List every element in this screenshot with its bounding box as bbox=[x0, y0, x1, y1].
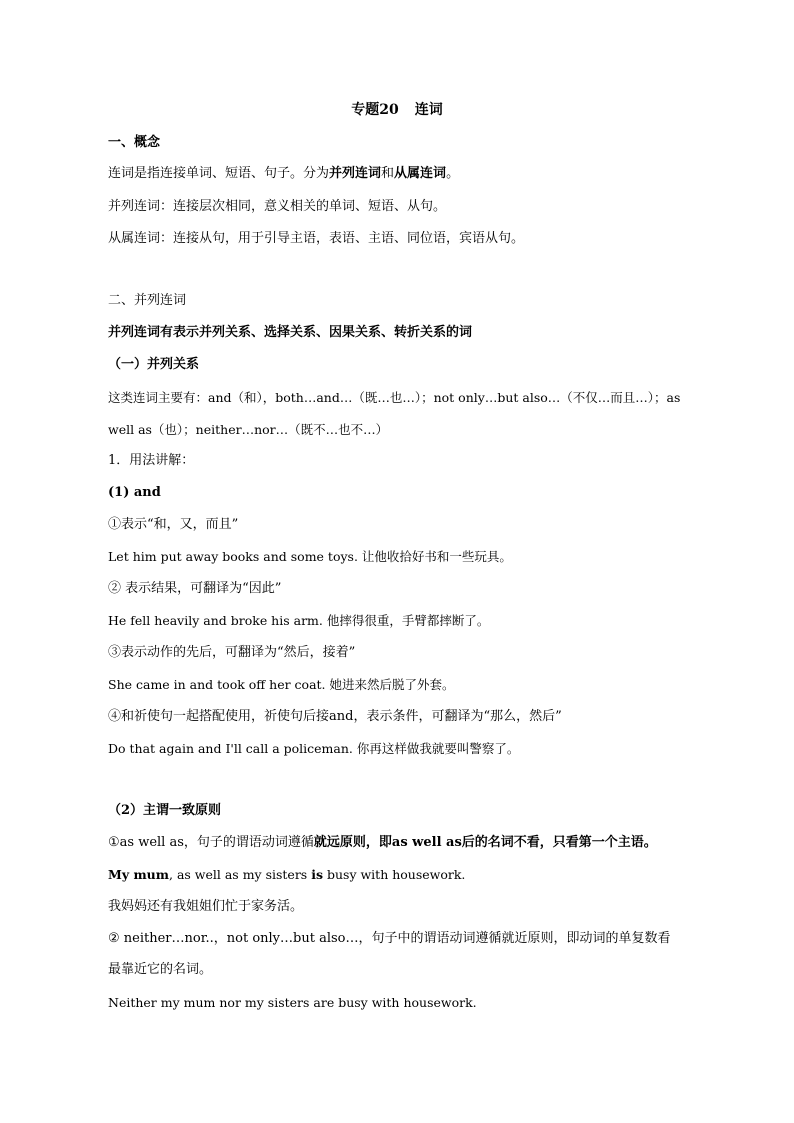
and-example-1: Let him put away books and some toys. 让他收拾好书和一些玩具。 bbox=[108, 549, 512, 564]
and-heading: (1) and bbox=[108, 485, 161, 500]
agreement-example-2: Neither my mum nor my sisters are busy with housework. bbox=[108, 995, 477, 1010]
section-1-heading: 一、概念 bbox=[108, 135, 161, 150]
text: 连词是指连接单词、短语、句子。分为 bbox=[108, 166, 330, 181]
subordinating-conjunction-term: 从属连词 bbox=[394, 166, 447, 181]
and-meaning-1: ①表示“和，又，而且” bbox=[108, 517, 239, 532]
agreement-rule-2-line-2: 最靠近它的名词。 bbox=[108, 962, 213, 977]
and-example-3: She came in and took off her coat. 她进来然后脱了外套。 bbox=[108, 677, 455, 692]
title-word: 连词 bbox=[414, 102, 443, 118]
usage-heading: 1．用法讲解： bbox=[108, 453, 195, 468]
title-number: 专题20 bbox=[351, 102, 399, 118]
agreement-example-1-translation: 我妈妈还有我姐姐们忙于家务活。 bbox=[108, 899, 304, 914]
section-1-paragraph-2: 并列连词：连接层次相同，意义相关的单词、短语、从句。 bbox=[108, 199, 447, 214]
agreement-rule-2-line-1: ② neither…nor..，not only…but also…，句子中的谓语动词遵循就近原则，即动词的单复数看 bbox=[108, 931, 671, 946]
and-meaning-3: ③表示动作的先后，可翻译为“然后，接着” bbox=[108, 645, 356, 660]
section-1-paragraph-1 bbox=[108, 166, 459, 182]
agreement-example-1 bbox=[108, 867, 465, 883]
verb-emphasis: is bbox=[311, 867, 323, 882]
emphasis-text: 就远原则，即as well as后的名词不看，只看第一个主语。 bbox=[313, 835, 657, 850]
section-2-intro: 并列连词有表示并列关系、选择关系、因果关系、转折关系的词 bbox=[108, 325, 473, 340]
conjunction-list-line-1: 这类连词主要有：and（和），both…and…（既…也…）；not only…but also…（不仅…而且…）；as bbox=[108, 390, 681, 405]
text: 和 bbox=[381, 166, 395, 181]
and-meaning-2: ② 表示结果，可翻译为“因此” bbox=[108, 581, 282, 596]
and-example-4: Do that again and I'll call a policeman. 你再这样做我就要叫警察了。 bbox=[108, 741, 520, 756]
text: 。 bbox=[446, 166, 460, 181]
section-1-paragraph-3: 从属连词：连接从句，用于引导主语，表语、主语、同位语，宾语从句。 bbox=[108, 231, 525, 246]
agreement-rule-1 bbox=[108, 835, 657, 851]
subject-emphasis: My mum bbox=[108, 867, 169, 882]
agreement-heading: （2）主谓一致原则 bbox=[108, 803, 222, 818]
and-example-2: He fell heavily and broke his arm. 他摔得很重，手臂都摔断了。 bbox=[108, 613, 490, 628]
document-title bbox=[0, 101, 794, 119]
text: busy with housework. bbox=[323, 867, 466, 882]
text: , as well as my sisters bbox=[169, 867, 312, 882]
subsection-coordinate-heading: （一）并列关系 bbox=[108, 357, 200, 372]
section-2-heading: 二、并列连词 bbox=[108, 293, 187, 308]
and-meaning-4: ④和祈使句一起搭配使用，祈使句后接and，表示条件，可翻译为“那么，然后” bbox=[108, 709, 562, 724]
text: ①as well as，句子的谓语动词遵循 bbox=[108, 835, 314, 850]
coordinating-conjunction-term: 并列连词 bbox=[329, 166, 382, 181]
conjunction-list-line-2: well as（也）；neither…nor…（既不…也不…） bbox=[108, 422, 389, 437]
